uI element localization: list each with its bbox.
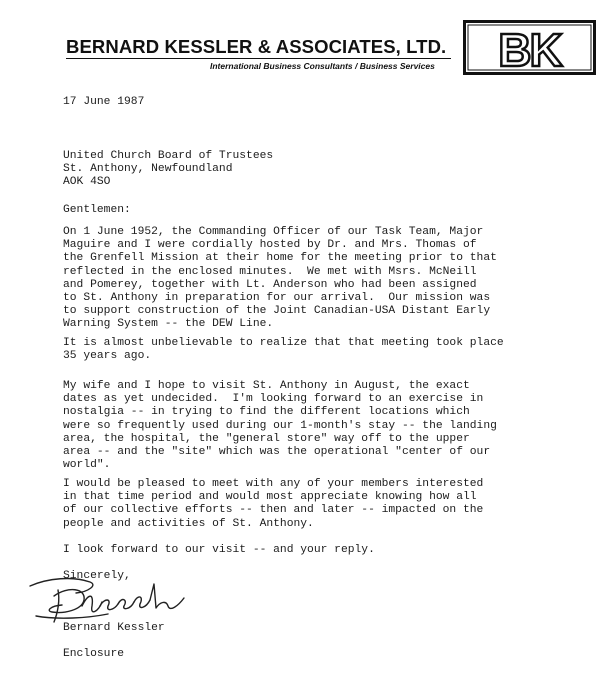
enclosure-note: Enclosure: [63, 648, 125, 660]
text-line: were so frequently used during our 1-month's stay -- the landing: [63, 419, 497, 432]
paragraph-mission: [63, 226, 497, 332]
signer-name: Bernard Kessler: [63, 622, 165, 634]
text-line: world".: [63, 459, 111, 472]
text-line: people and activities of St. Anthony.: [63, 517, 314, 530]
text-line: Maguire and I were cordially hosted by Dr. and Mrs. Thomas of: [63, 239, 477, 252]
recipient-line: AOK 4SO: [63, 176, 111, 189]
company-logo: [463, 20, 596, 75]
recipient-address: [63, 150, 273, 190]
recipient-line: United Church Board of Trustees: [63, 150, 274, 162]
text-line: in that time period and would most appreciate knowing how all: [63, 491, 477, 504]
text-line: On 1 June 1952, the Commanding Officer of our Task Team, Major: [63, 226, 484, 238]
text-line: Warning System -- the DEW Line.: [63, 318, 274, 331]
text-line: nostalgia -- in trying to find the different locations which: [63, 406, 470, 419]
recipient-line: St. Anthony, Newfoundland: [63, 163, 233, 176]
letterhead: [0, 0, 605, 80]
svg-text:BK: BK: [498, 24, 561, 75]
paragraph-reply: [63, 544, 375, 557]
letterhead-rule: [66, 58, 451, 59]
text-line: 35 years ago.: [63, 350, 152, 363]
text-line: I look forward to our visit -- and your reply.: [63, 544, 375, 556]
salutation: Gentlemen:: [63, 204, 131, 216]
letter-date: 17 June 1987: [63, 96, 145, 108]
text-line: to support construction of the Joint Canadian-USA Distant Early: [63, 305, 491, 318]
closing: Sincerely,: [63, 570, 131, 582]
text-line: and Pomerey, together with Lt. Anderson who had been assigned: [63, 278, 477, 291]
text-line: I would be pleased to meet with any of your members interested: [63, 478, 484, 490]
text-line: It is almost unbelievable to realize that that meeting took place: [63, 337, 504, 349]
paragraph-years: [63, 337, 504, 363]
text-line: the Grenfell Mission at their home for the meeting prior to that: [63, 252, 497, 265]
text-line: area, the hospital, the "general store" way off to the upper: [63, 432, 470, 445]
company-tagline: International Business Consultants / Business Services: [210, 61, 435, 71]
paragraph-visit: [63, 380, 497, 472]
paragraph-members: [63, 478, 483, 531]
company-name: BERNARD KESSLER & ASSOCIATES, LTD.: [66, 36, 447, 57]
text-line: to St. Anthony in preparation for our arrival. Our mission was: [63, 292, 491, 305]
text-line: area -- and the "site" which was the operational "center of our: [63, 446, 491, 459]
text-line: reflected in the enclosed minutes. We met with Msrs. McNeill: [63, 265, 477, 278]
text-line: dates as yet undecided. I'm looking forward to an exercise in: [63, 393, 484, 406]
text-line: My wife and I hope to visit St. Anthony in August, the exact: [63, 380, 470, 392]
text-line: of our collective efforts -- then and later -- impacted on the: [63, 504, 484, 517]
